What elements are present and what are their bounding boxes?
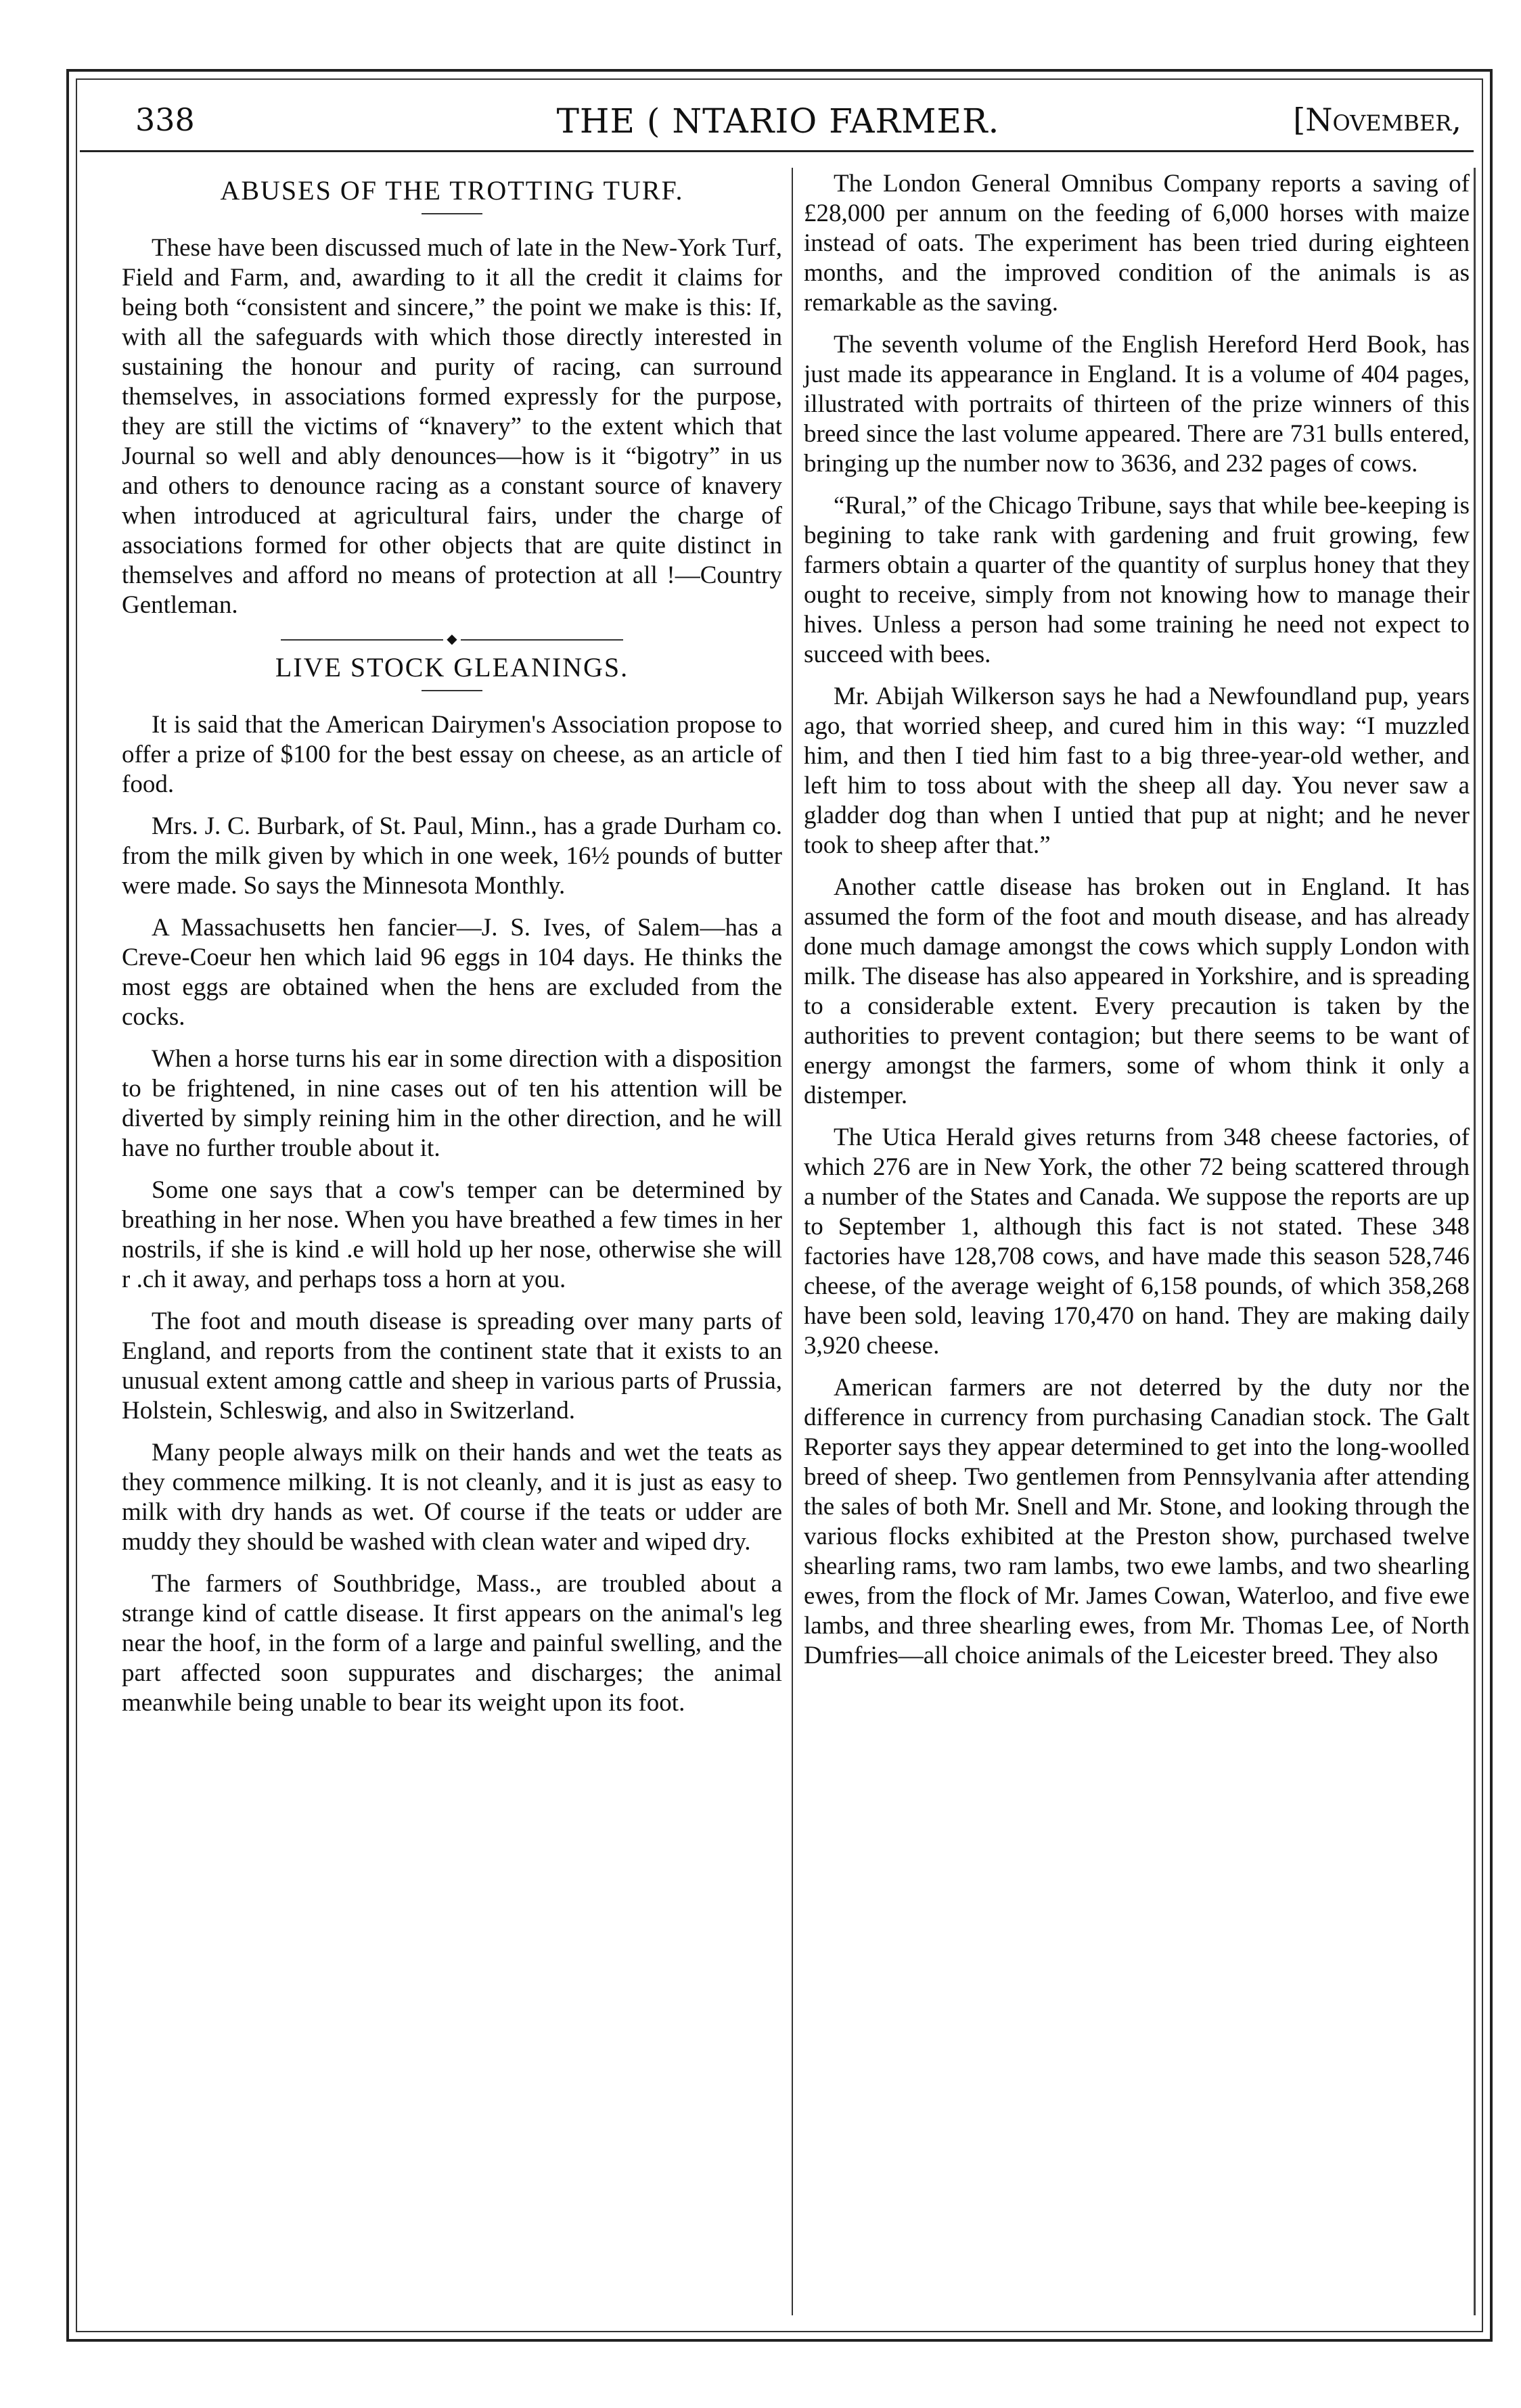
right-column [804,169,1470,1683]
article-paragraph: The farmers of Southbridge, Mass., are troubled about a strange kind of cattle disease. It first appears on the animal's leg near the hoof, in the form of a large and painful swelling, and the part affected soon suppurates and discharges; the animal meanwhile being unable to bear its weight upon its foot. [122,1570,782,1717]
article-paragraph: Mrs. J. C. Burbark, of St. Paul, Minn., has a grade Durham co. from the milk given by which in one week, 16½ pounds of butter were made. So says the Minnesota Monthly. [122,812,782,900]
article-paragraph: These have been discussed much of late in the New-York Turf, Field and Farm, and, awarding to it all the credit it claims for being both “consistent and sincere,” the point we make is this: If, with all the safeguards with which those directly interested in sustaining the honour and purity of racing, can surround themselves, in associations formed expressly for the purpose, they are still the victims of “knavery” to the extent which that Journal so well and ably denounces—how is it “bigotry” in us and others to denounce racing as a constant source of knavery when introduced at agricultural fairs, under the charge of associations formed for other objects that are quite distinct in themselves and afford no means of protection at all !—Country Gentleman. [122,234,782,619]
article-paragraph: Mr. Abijah Wilkerson says he had a Newfoundland pup, years ago, that worried sheep, and cured him in this way: “I muzzled him, and then I tied him fast to a big three-year-old wether, and left him to toss about with the sheep all day. You never saw a gladder dog than when I untied that pup at night; and he never took to sheep after that.” [804,682,1470,859]
article-paragraph: Some one says that a cow's temper can be determined by breathing in her nose. When you have breathed a few times in her nostrils, if she is kind .e will hold up her nose, otherwise she will r .ch it away, and perhaps toss a horn at you. [122,1176,782,1293]
article-paragraph: A Massachusetts hen fancier—J. S. Ives, of Salem—has a Creve-Coeur hen which laid 96 eggs in 104 days. He thinks the most eggs are obtained when the hens are excluded from the cocks. [122,914,782,1031]
short-rule [422,690,482,691]
article-paragraph: American farmers are not deterred by the duty nor the difference in currency from purchasing Canadian stock. The Galt Reporter says they appear determined to get into the long-woolled breed of sheep. Two gentlemen from Pennsylvania after attending the sales of both Mr. Snell and Mr. Stone, and looking through the various flocks exhibited at the Preston show, purchased twelve shearling rams, two ram lambs, two ewe lambs, and two shearling ewes, from the flock of Mr. James Cowan, Waterloo, and five ewe lambs, and three shearling ewes, from Mr. Thomas Lee, of North Dumfries—all choice animals of the Leicester breed. They also [804,1374,1470,1669]
article-paragraph: It is said that the American Dairymen's Association propose to offer a prize of $100 for the best essay on cheese, as an article of food. [122,711,782,798]
issue-month: [November, [1293,101,1461,138]
page-number: 338 [135,101,195,138]
section-title-live-stock: LIVE STOCK GLEANINGS. [275,652,629,682]
journal-title: THE ( NTARIO FARMER. [556,101,1000,141]
article-paragraph: When a horse turns his ear in some direction with a disposition to be frightened, in nine cases out of ten his attention will be diverted by simply reining him in the other direction, and he will have no further trouble about it. [122,1045,783,1162]
section-title-trotting-turf: ABUSES OF THE TROTTING TURF. [220,175,684,206]
article-paragraph: The Utica Herald gives returns from 348 cheese factories, of which 276 are in New York, the other 72 being scattered through a number of the States and Canada. We suppose the reports are up to September 1, although this fact is not stated. These 348 factories have 128,708 cows, and have made this season 528,746 cheese, of the average weight of 6,158 pounds, of which 358,268 have been sold, leaving 170,470 on hand. They are making daily 3,920 cheese. [804,1124,1470,1360]
short-rule [422,213,482,214]
ornament-divider: ◆ [122,632,782,646]
article-paragraph: Another cattle disease has broken out in England. It has assumed the form of the foot and mouth disease, and has already done much damage amongst the cows which supply London with milk. The disease has also appeared in Yorkshire, and is spreading to a considerable extent. Every precaution is taken by the authorities to prevent contagion; but there seems to be want of energy amongst the farmers, some of whom think it only a distemper. [804,873,1470,1109]
column-divider [792,168,793,2315]
article-paragraph: The foot and mouth disease is spreading over many parts of England, and reports from the continent state that it exists to an unusual extent among cattle and sheep in various parts of Prussia, Holstein, Schleswig, and also in Switzerland. [122,1307,782,1425]
article-paragraph: The seventh volume of the English Hereford Herd Book, has just made its appearance in England. It is a volume of 404 pages, illustrated with portraits of thirteen of the prize winners of this breed since the last volume appeared. There are 731 bulls entered, bringing up the number now to 3636, and 232 pages of cows. [804,331,1470,478]
header-rule [80,150,1474,152]
article-paragraph: Many people always milk on their hands and wet the teats as they commence milking. It is not cleanly, and it is just as easy to milk with dry hands as wet. Of course if the teats or udder are muddy they should be washed with clean water and wiped dry. [122,1439,782,1556]
left-column [122,169,782,1730]
article-paragraph: “Rural,” of the Chicago Tribune, says that while bee-keeping is begining to take rank with gardening and fruit growing, few farmers obtain a quarter of the quantity of surplus honey that they ought to receive, simply from not knowing how to manage their hives. Unless a person had some training he need not expect to succeed with bees. [804,492,1470,668]
right-edge-rule [1474,168,1476,2315]
article-paragraph: The London General Omnibus Company reports a saving of £28,000 per annum on the feeding of 6,000 horses with maize instead of oats. The experiment has been tried during eighteen months, and the improved condition of the animals is as remarkable as the saving. [804,170,1470,317]
page-header [88,101,1468,156]
